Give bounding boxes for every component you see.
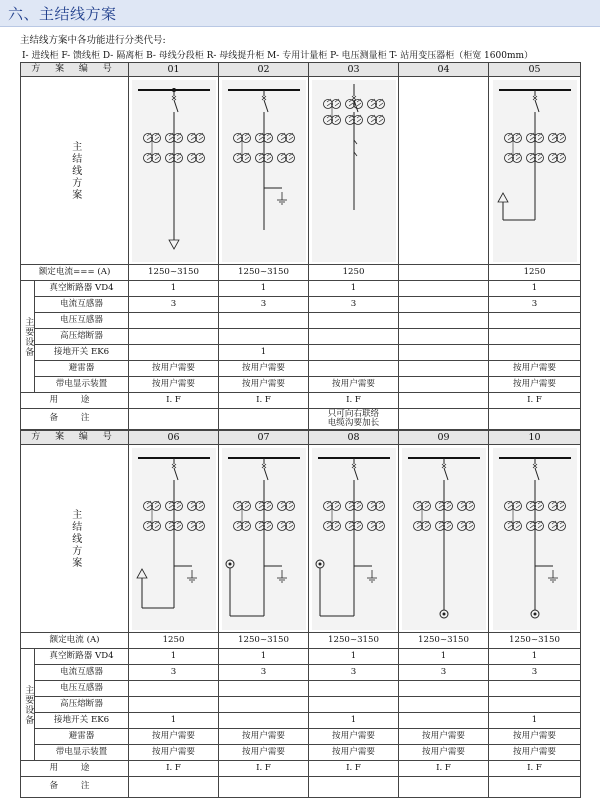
remark-label: 备 注 [21,409,129,430]
equipment-value-08 [309,697,399,713]
equipment-value-01: 按用户需要 [129,361,219,377]
rated-current-01: 1250~3150 [129,265,219,281]
scheme-header-row [21,431,581,445]
equipment-value-08 [309,681,399,697]
diagram-cell-01 [129,77,219,265]
equipment-value-10: 按用户需要 [489,729,581,745]
rated-current-row [21,633,581,649]
equipment-name: 高压熔断器 [35,329,129,345]
diagram-row-label-cell [21,77,129,265]
single-line-diagram-04 [402,80,486,262]
diagram-cell-08 [309,445,399,633]
equipment-row [21,377,581,393]
purpose-07: I. F [219,761,309,777]
scheme-number-05: 05 [489,63,581,77]
diagram-cell-09 [399,445,489,633]
diagram-cell-04 [399,77,489,265]
equipment-value-07: 按用户需要 [219,745,309,761]
equipment-value-06: 1 [129,713,219,729]
scheme-number-07: 07 [219,431,309,445]
equipment-value-04 [399,281,489,297]
equipment-value-09 [399,713,489,729]
equipment-group-label-cell [21,281,35,393]
remark-02 [219,409,309,430]
equipment-group-label: 主要设备 [23,316,34,357]
equipment-row [21,649,581,665]
equipment-value-07: 1 [219,649,309,665]
scheme-number-label: 方 案 编 号 [21,63,129,77]
rated-current-label: 额定电流 (A) [21,633,129,649]
equipment-value-05: 1 [489,281,581,297]
purpose-03: I. F [309,393,399,409]
scheme-number-06: 06 [129,431,219,445]
equipment-value-07 [219,697,309,713]
equipment-row [21,329,581,345]
scheme-table-top [20,62,581,430]
equipment-value-03 [309,345,399,361]
diagram-row-label-cell [21,445,129,633]
equipment-value-10: 按用户需要 [489,745,581,761]
equipment-name: 真空断路器 VD4 [35,649,129,665]
intro-text: 主结线方案中各功能进行分类代号: [20,35,166,46]
equipment-row [21,665,581,681]
scheme-header-row [21,63,581,77]
purpose-04 [399,393,489,409]
equipment-name: 带电显示装置 [35,745,129,761]
remark-09 [399,777,489,798]
equipment-value-10 [489,697,581,713]
diagram-row [21,445,581,633]
purpose-08: I. F [309,761,399,777]
equipment-value-03 [309,313,399,329]
single-line-diagram-01 [132,80,216,262]
diagram-cell-10 [489,445,581,633]
section-title-bar [0,0,600,27]
equipment-value-01: 按用户需要 [129,377,219,393]
equipment-value-06: 3 [129,665,219,681]
scheme-number-02: 02 [219,63,309,77]
rated-current-04 [399,265,489,281]
remark-05 [489,409,581,430]
equipment-value-09 [399,681,489,697]
equipment-row [21,697,581,713]
diagram-row-label: 主结线方案 [69,508,81,569]
equipment-value-06 [129,681,219,697]
purpose-06: I. F [129,761,219,777]
function-codes: I- 进线柜 F- 馈线柜 D- 隔离柜 B- 母线分段柜 R- 母线提升柜 M- 专用计量柜 P- 电压测量柜 T- 站用变压器柜（柜宽 1600mm） [22,51,534,61]
scheme-number-01: 01 [129,63,219,77]
single-line-diagram-10 [493,448,577,630]
equipment-value-03 [309,329,399,345]
equipment-value-01 [129,329,219,345]
equipment-name: 带电显示装置 [35,377,129,393]
equipment-value-07 [219,681,309,697]
scheme-number-09: 09 [399,431,489,445]
equipment-value-05: 按用户需要 [489,361,581,377]
remark-01 [129,409,219,430]
scheme-number-10: 10 [489,431,581,445]
equipment-value-04 [399,329,489,345]
diagram-cell-06 [129,445,219,633]
equipment-value-01: 1 [129,281,219,297]
purpose-row [21,761,581,777]
equipment-value-06 [129,697,219,713]
single-line-diagram-08 [312,448,396,630]
purpose-09: I. F [399,761,489,777]
scheme-number-03: 03 [309,63,399,77]
equipment-row [21,345,581,361]
equipment-value-10: 1 [489,713,581,729]
scheme-number-label: 方 案 编 号 [21,431,129,445]
diagram-row-label: 主结线方案 [69,140,81,201]
remark-06 [129,777,219,798]
rated-current-label: 额定电流=== (A) [21,265,129,281]
equipment-value-03 [309,361,399,377]
equipment-value-06: 按用户需要 [129,729,219,745]
equipment-row [21,681,581,697]
purpose-05: I. F [489,393,581,409]
remark-08 [309,777,399,798]
rated-current-08: 1250~3150 [309,633,399,649]
equipment-value-02 [219,313,309,329]
equipment-value-07 [219,713,309,729]
equipment-value-03: 按用户需要 [309,377,399,393]
single-line-diagram-03 [312,80,396,262]
equipment-value-08: 按用户需要 [309,729,399,745]
equipment-value-04 [399,297,489,313]
diagram-cell-03 [309,77,399,265]
remark-row [21,777,581,798]
equipment-row [21,313,581,329]
equipment-value-05 [489,345,581,361]
equipment-value-03: 3 [309,297,399,313]
rated-current-10: 1250~3150 [489,633,581,649]
rated-current-02: 1250~3150 [219,265,309,281]
equipment-name: 电流互感器 [35,665,129,681]
rated-current-05: 1250 [489,265,581,281]
equipment-value-04 [399,377,489,393]
purpose-02: I. F [219,393,309,409]
equipment-value-09: 3 [399,665,489,681]
diagram-cell-07 [219,445,309,633]
equipment-value-09 [399,697,489,713]
remark-10 [489,777,581,798]
equipment-value-09: 按用户需要 [399,745,489,761]
equipment-value-09: 1 [399,649,489,665]
remark-row [21,409,581,430]
equipment-row [21,713,581,729]
rated-current-09: 1250~3150 [399,633,489,649]
equipment-value-07: 按用户需要 [219,729,309,745]
single-line-diagram-07 [222,448,306,630]
single-line-diagram-02 [222,80,306,262]
purpose-label: 用 途 [21,761,129,777]
purpose-01: I. F [129,393,219,409]
single-line-diagram-06 [132,448,216,630]
equipment-name: 避雷器 [35,729,129,745]
equipment-value-10 [489,681,581,697]
equipment-value-06: 按用户需要 [129,745,219,761]
rated-current-07: 1250~3150 [219,633,309,649]
equipment-value-10: 3 [489,665,581,681]
equipment-value-04 [399,361,489,377]
equipment-value-09: 按用户需要 [399,729,489,745]
equipment-row [21,281,581,297]
equipment-value-03: 1 [309,281,399,297]
equipment-value-10: 1 [489,649,581,665]
equipment-value-02 [219,329,309,345]
purpose-10: I. F [489,761,581,777]
scheme-table-bottom [20,430,581,798]
equipment-name: 真空断路器 VD4 [35,281,129,297]
scheme-number-04: 04 [399,63,489,77]
equipment-value-05 [489,313,581,329]
equipment-row [21,729,581,745]
equipment-row [21,361,581,377]
equipment-value-01: 3 [129,297,219,313]
equipment-value-08: 按用户需要 [309,745,399,761]
equipment-value-04 [399,313,489,329]
equipment-value-08: 1 [309,713,399,729]
remark-07 [219,777,309,798]
scheme-number-08: 08 [309,431,399,445]
remark-03: 只可向右联络 电缆沟要加长 [309,409,399,430]
equipment-value-02: 1 [219,281,309,297]
equipment-name: 电压互感器 [35,681,129,697]
single-line-diagram-05 [493,80,577,262]
purpose-row [21,393,581,409]
equipment-name: 避雷器 [35,361,129,377]
equipment-value-01 [129,345,219,361]
equipment-value-02: 按用户需要 [219,361,309,377]
equipment-name: 电流互感器 [35,297,129,313]
diagram-cell-05 [489,77,581,265]
remark-04 [399,409,489,430]
equipment-value-05: 3 [489,297,581,313]
equipment-name: 接地开关 EK6 [35,713,129,729]
equipment-group-label-cell [21,649,35,761]
equipment-row [21,745,581,761]
equipment-group-label: 主要设备 [23,684,34,725]
single-line-diagram-09 [402,448,486,630]
equipment-name: 高压熔断器 [35,697,129,713]
equipment-value-05 [489,329,581,345]
equipment-value-05: 按用户需要 [489,377,581,393]
equipment-value-08: 3 [309,665,399,681]
rated-current-row [21,265,581,281]
diagram-cell-02 [219,77,309,265]
equipment-value-07: 3 [219,665,309,681]
equipment-value-02: 3 [219,297,309,313]
equipment-name: 接地开关 EK6 [35,345,129,361]
equipment-value-02: 按用户需要 [219,377,309,393]
rated-current-06: 1250 [129,633,219,649]
rated-current-03: 1250 [309,265,399,281]
diagram-row [21,77,581,265]
section-title: 六、主结线方案 [8,5,117,23]
equipment-value-02: 1 [219,345,309,361]
equipment-value-06: 1 [129,649,219,665]
purpose-label: 用 途 [21,393,129,409]
equipment-value-04 [399,345,489,361]
equipment-value-08: 1 [309,649,399,665]
equipment-row [21,297,581,313]
remark-label: 备 注 [21,777,129,798]
equipment-value-01 [129,313,219,329]
equipment-name: 电压互感器 [35,313,129,329]
